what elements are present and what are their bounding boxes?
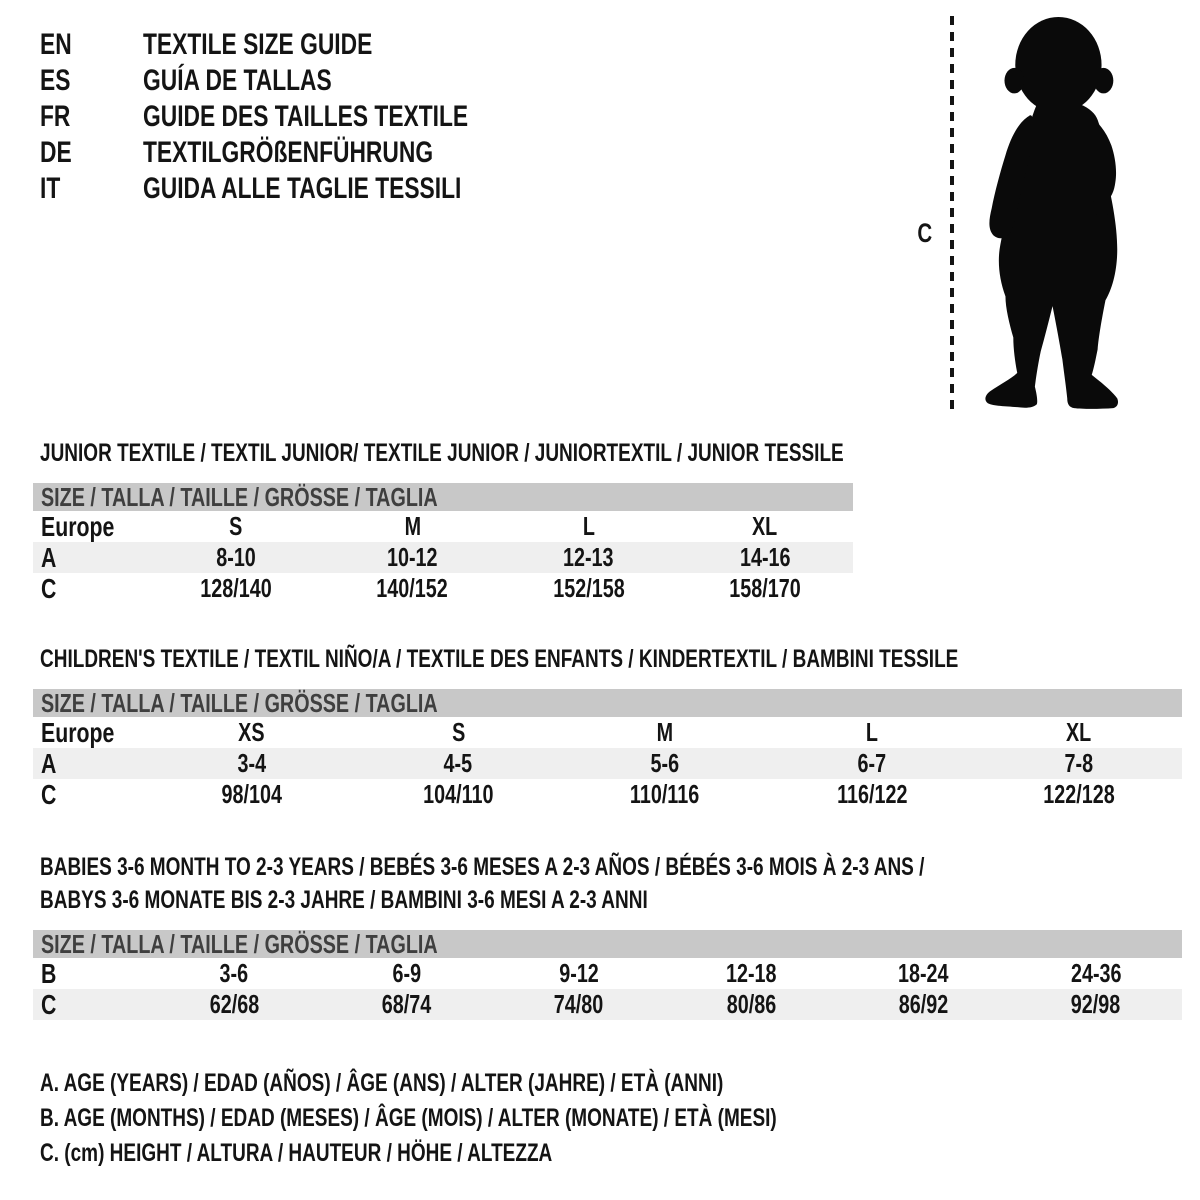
value-cell (665, 958, 837, 989)
value-cell (1010, 989, 1182, 1020)
value-cell (148, 748, 355, 779)
table-row (33, 989, 1182, 1020)
cell-value: L (582, 511, 595, 541)
size-header-bar (33, 930, 1182, 958)
row-label-cell (33, 542, 148, 574)
height-line-label-text: C (917, 218, 933, 248)
cell-value: 128/140 (200, 573, 272, 603)
cell-value: 86/92 (898, 989, 949, 1019)
language-row (40, 135, 571, 171)
cell-value: 98/104 (221, 779, 282, 809)
table-row (33, 511, 853, 542)
cell-value: 62/68 (209, 989, 259, 1019)
language-row (40, 27, 571, 63)
footnote-line (40, 1101, 1009, 1136)
size-table-section (33, 851, 1182, 1020)
value-cell (493, 989, 665, 1020)
value-cell (493, 958, 665, 989)
value-cell (355, 748, 562, 779)
value-cell (837, 989, 1009, 1020)
silhouette-ear-left (1004, 68, 1024, 93)
value-cell (562, 779, 769, 810)
value-cell (975, 779, 1182, 810)
value-cell (501, 573, 677, 604)
cell-value: 80/86 (726, 989, 776, 1019)
silhouette-head (1015, 17, 1101, 113)
value-cell (677, 511, 853, 542)
footnotes (40, 1066, 1009, 1171)
value-cell (355, 779, 562, 810)
value-cell (148, 779, 355, 810)
size-header-text: SIZE / TALLA / TAILLE / GRÖSSE / TAGLIA (41, 687, 438, 718)
table-rows (33, 958, 1182, 1020)
table-row (33, 717, 1182, 748)
cell-value: M (656, 717, 674, 747)
value-cell (148, 542, 324, 573)
row-label: A (41, 541, 57, 573)
table-title-text: CHILDREN'S TEXTILE / TEXTIL NIÑO/A / TEXTILE DES ENFANTS / KINDERTEXTIL / BAMBINI TESSILE (40, 645, 959, 673)
footnote-line (40, 1136, 1009, 1171)
row-label: C (41, 778, 57, 810)
language-code: FR (40, 100, 71, 133)
size-header-text: SIZE / TALLA / TAILLE / GRÖSSE / TAGLIA (41, 481, 438, 512)
cell-value: 68/74 (381, 989, 432, 1019)
language-row (40, 171, 571, 207)
value-cell (665, 989, 837, 1020)
value-cell (148, 958, 320, 989)
row-label-cell (33, 779, 148, 811)
table-title-line (40, 884, 1182, 917)
row-label: Europe (41, 510, 115, 542)
size-table-section (33, 643, 1182, 810)
language-code: EN (40, 28, 72, 61)
value-cell (1010, 958, 1182, 989)
language-title-list (40, 27, 571, 207)
value-cell (837, 958, 1009, 989)
value-cell (324, 573, 500, 604)
table-rows (33, 511, 853, 604)
toddler-silhouette (968, 14, 1140, 416)
value-cell (148, 573, 324, 604)
language-row (40, 63, 571, 99)
cell-value: 4-5 (443, 748, 473, 778)
language-code: DE (40, 136, 72, 169)
row-label: C (41, 988, 57, 1020)
language-title: GUIDA ALLE TAGLIE TESSILI (143, 172, 462, 205)
language-code: ES (40, 64, 71, 97)
cell-value: S (229, 511, 243, 541)
cell-value: 18-24 (898, 958, 949, 988)
row-label-cell (33, 958, 148, 990)
value-cell (324, 511, 500, 542)
row-label-cell (33, 717, 148, 749)
cell-value: 8-10 (216, 542, 256, 572)
cell-value: 116/122 (836, 779, 907, 809)
table-row (33, 779, 1182, 810)
cell-value: 122/128 (1042, 779, 1115, 809)
cell-value: 152/158 (552, 573, 625, 603)
table-title-text: BABIES 3-6 MONTH TO 2-3 YEARS / BEBÉS 3-6 MESES A 2-3 AÑOS / BÉBÉS 3-6 MOIS À 2-3 ANS / (40, 853, 925, 881)
language-row (40, 99, 571, 135)
footnote-text: A. AGE (YEARS) / EDAD (AÑOS) / ÂGE (ANS) / ALTER (JAHRE) / ETÀ (ANNI) (40, 1069, 724, 1097)
table-title-line (40, 851, 1182, 884)
cell-value: XS (238, 717, 265, 747)
footnote-text: B. AGE (MONTHS) / EDAD (MESES) / ÂGE (MOIS) / ALTER (MONATE) / ETÀ (MESI) (40, 1104, 777, 1132)
footnote-line (40, 1066, 1009, 1101)
size-header-bar (33, 689, 1182, 717)
cell-value: 74/80 (554, 989, 604, 1019)
cell-value: 24-36 (1070, 958, 1122, 988)
cell-value: 5-6 (650, 748, 680, 778)
height-line-label (915, 218, 935, 249)
value-cell (768, 779, 975, 810)
value-cell (975, 717, 1182, 748)
value-cell (768, 717, 975, 748)
cell-value: XL (1065, 717, 1092, 747)
cell-value: 110/116 (630, 779, 700, 809)
value-cell (148, 989, 320, 1020)
language-title: TEXTILE SIZE GUIDE (143, 28, 373, 61)
cell-value: 158/170 (729, 573, 801, 603)
value-cell (148, 511, 324, 542)
row-label: Europe (41, 716, 115, 748)
table-title-text: BABYS 3-6 MONATE BIS 2-3 JAHRE / BAMBINI 3-6 MESI A 2-3 ANNI (40, 886, 648, 914)
cell-value: 3-4 (237, 748, 266, 778)
row-label-cell (33, 748, 148, 780)
height-measure-line (950, 16, 954, 416)
table-title (33, 437, 853, 470)
cell-value: 140/152 (376, 573, 449, 603)
table-row (33, 542, 853, 573)
cell-value: L (865, 717, 878, 747)
footnote-text: C. (cm) HEIGHT / ALTURA / HAUTEUR / HÖHE / ALTEZZA (40, 1139, 553, 1167)
value-cell (324, 542, 500, 573)
cell-value: 12-13 (563, 542, 614, 572)
value-cell (562, 717, 769, 748)
row-label-cell (33, 511, 148, 543)
table-row (33, 748, 1182, 779)
row-label-cell (33, 573, 148, 605)
cell-value: XL (752, 511, 778, 541)
cell-value: 6-9 (392, 958, 421, 988)
table-title-text: JUNIOR TEXTILE / TEXTIL JUNIOR/ TEXTILE JUNIOR / JUNIORTEXTIL / JUNIOR TESSILE (40, 439, 844, 467)
language-title: TEXTILGRÖßENFÜHRUNG (143, 136, 434, 169)
cell-value: 14-16 (739, 542, 791, 572)
language-code: IT (40, 172, 61, 205)
cell-value: S (451, 717, 465, 747)
value-cell (975, 748, 1182, 779)
value-cell (562, 748, 769, 779)
table-row (33, 958, 1182, 989)
value-cell (320, 958, 492, 989)
cell-value: 9-12 (559, 958, 599, 988)
cell-value: 12-18 (725, 958, 777, 988)
cell-value: 7-8 (1064, 748, 1093, 778)
row-label: A (41, 747, 57, 779)
size-table-section (33, 437, 853, 604)
cell-value: 104/110 (423, 779, 494, 809)
size-header-text: SIZE / TALLA / TAILLE / GRÖSSE / TAGLIA (41, 928, 438, 959)
row-label-cell (33, 989, 148, 1021)
language-title: GUIDE DES TAILLES TEXTILE (143, 100, 469, 133)
cell-value: 92/98 (1071, 989, 1121, 1019)
value-cell (148, 717, 355, 748)
table-rows (33, 717, 1182, 810)
value-cell (501, 542, 677, 573)
value-cell (677, 573, 853, 604)
row-label: B (41, 957, 57, 989)
cell-value: M (404, 511, 421, 541)
value-cell (320, 989, 492, 1020)
table-title-line (40, 437, 853, 470)
table-title (33, 643, 1182, 676)
value-cell (355, 717, 562, 748)
row-label: C (41, 572, 57, 604)
cell-value: 10-12 (387, 542, 438, 572)
silhouette-ear-right (1094, 68, 1114, 93)
table-title (33, 851, 1182, 917)
cell-value: 3-6 (219, 958, 249, 988)
table-title-line (40, 643, 1182, 676)
value-cell (768, 748, 975, 779)
size-header-bar (33, 483, 853, 511)
value-cell (677, 542, 853, 573)
cell-value: 6-7 (857, 748, 887, 778)
table-row (33, 573, 853, 604)
language-title: GUÍA DE TALLAS (143, 64, 332, 97)
value-cell (501, 511, 677, 542)
